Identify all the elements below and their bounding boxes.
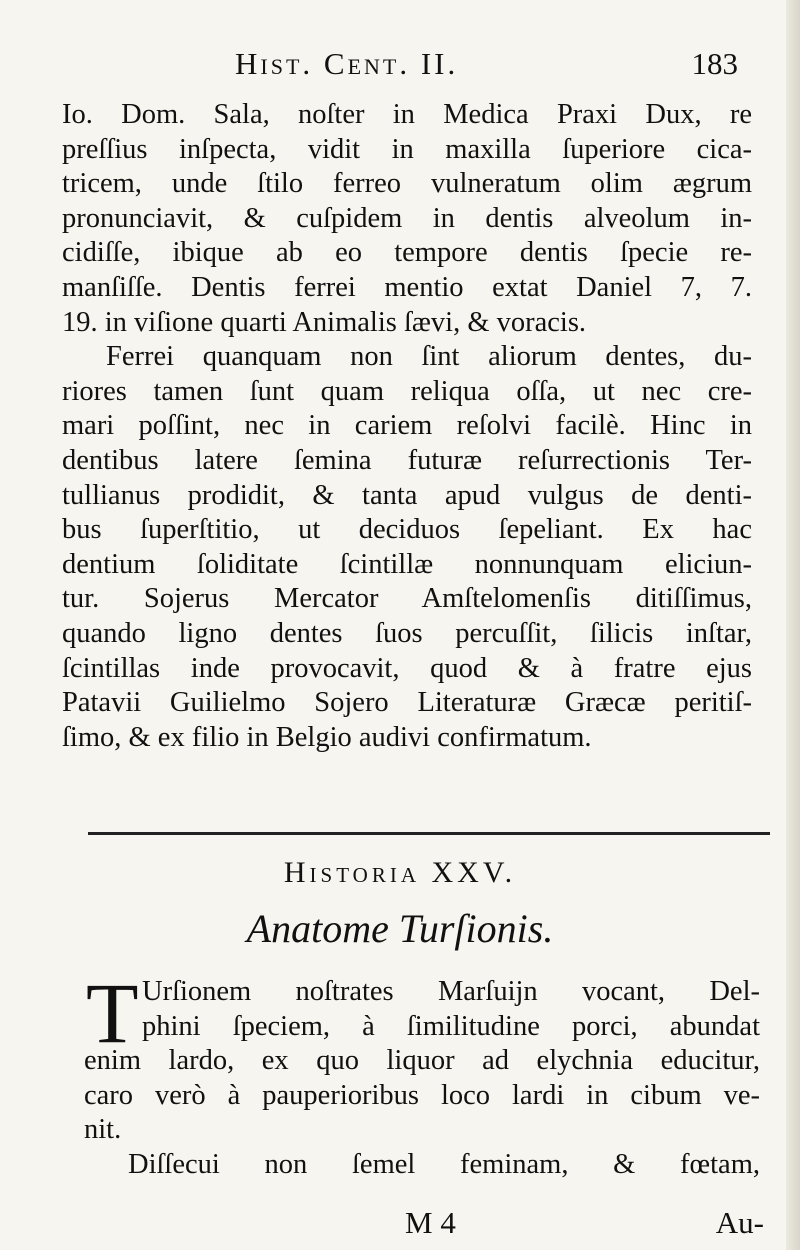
text-line: ſcintillas inde provocavit, quod & à fratre ejus — [62, 652, 752, 684]
text-line: manſiſſe. Dentis ferrei mentio extat Daniel 7, 7. — [62, 271, 752, 303]
text-line: caro verò à pauperioribus loco lardi in cibum ve- — [84, 1079, 760, 1111]
text-line: tricem, unde ſtilo ferreo vulneratum olim ægrum — [62, 168, 752, 200]
page-footer — [0, 1205, 800, 1243]
page-number: 183 — [691, 46, 738, 81]
text-line: Ferrei quanquam non ſint aliorum dentes, du- — [106, 341, 752, 373]
text-line: Diſſecui non ſemel feminam, & fœtam, — [128, 1148, 760, 1180]
running-head: Hist. Cent. II. — [235, 46, 459, 81]
text-line: riores tamen ſunt quam reliqua oſſa, ut nec cre- — [62, 375, 752, 407]
text-line: ſimo, & ex filio in Belgio audivi confirmatum. — [62, 721, 592, 753]
text-line: tur. Sojerus Mercator Amſtelomenſis ditiſſimus, — [62, 583, 752, 615]
text-line: cidiſſe, ibique ab eo tempore dentis ſpecie re- — [62, 237, 752, 269]
text-line: phini ſpeciem, à ſimilitudine porci, abundat — [142, 1010, 760, 1042]
signature-mark: M 4 — [405, 1205, 456, 1240]
text-line: dentium ſoliditate ſcintillæ nonnunquam eliciun- — [62, 548, 752, 580]
text-line: tullianus prodidit, & tanta apud vulgus de denti- — [62, 479, 752, 511]
text-line: dentibus latere ſemina futuræ reſurrectionis Ter- — [62, 444, 752, 476]
text-line: 19. in viſione quarti Animalis ſævi, & voracis. — [62, 306, 587, 338]
main-text-block — [62, 98, 752, 755]
text-line: Patavii Guilielmo Sojero Literaturæ Græcæ peritiſ- — [62, 687, 752, 719]
text-line: nit. — [84, 1114, 122, 1146]
text-line: Urſionem noſtrates Marſuijn vocant, Del- — [142, 976, 760, 1007]
text-line: mari poſſint, nec in cariem reſolvi facilè. Hinc in — [62, 410, 752, 442]
text-line: Io. Dom. Sala, noſter in Medica Praxi Dux, re — [62, 99, 752, 130]
text-line: quando ligno dentes ſuos percuſſit, ſilicis inſtar, — [62, 617, 752, 649]
section-text-block — [84, 975, 760, 1183]
section-title: Anatome Turſionis. — [246, 906, 554, 951]
page-header — [0, 38, 800, 98]
text-line: preſſius inſpecta, vidit in maxilla ſuperiore cica- — [62, 133, 752, 165]
text-line: pronunciavit, & cuſpidem in dentis alveolum in- — [62, 202, 752, 234]
text-line: bus ſuperſtitio, ut deciduos ſepeliant. Ex hac — [62, 514, 752, 546]
page-edge-shadow — [786, 0, 800, 1250]
text-line: enim lardo, ex quo liquor ad elychnia educitur, — [84, 1045, 760, 1077]
drop-cap: T — [86, 965, 139, 1061]
catchword: Au- — [715, 1205, 764, 1240]
section-divider-rule — [88, 832, 770, 835]
section-heading: Historia XXV. — [283, 856, 517, 889]
